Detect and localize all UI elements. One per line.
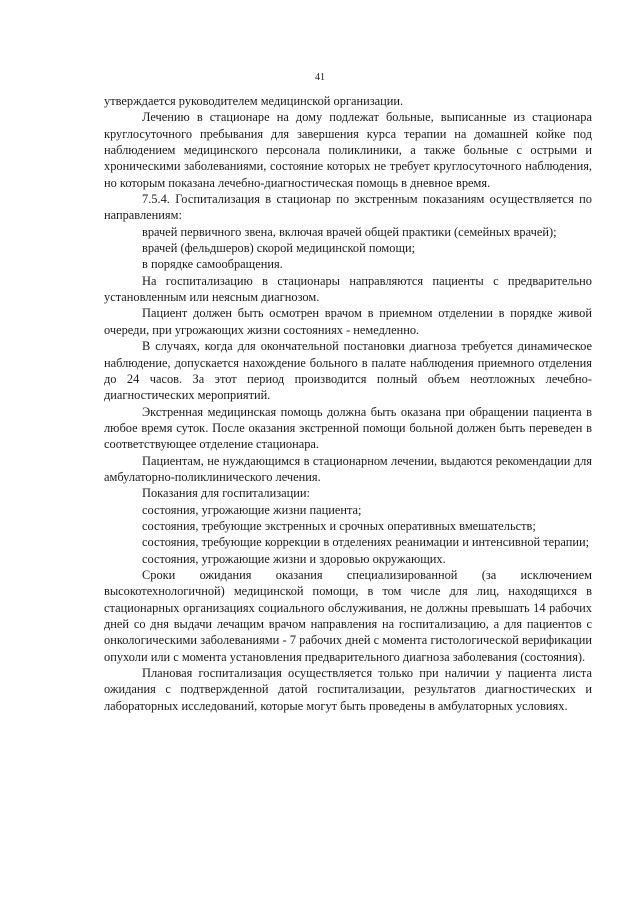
paragraph: Сроки ожидания оказания специализированной (за исключением высокотехнологичной) медицинской помощи, в том числе для лиц, находящихся в стационарных организациях социального обслуживания, не должны превышать 14 рабочих дней со дня выдачи лечащим врачом направления на госпитализацию, а для пациентов с онкологическими заболеваниями - 7 рабочих дней с момента гистологической верификации опухоли или с момента установления предварительного диагноза заболевания (состояния). <box>104 567 592 664</box>
list-item: состояния, угрожающие жизни и здоровью окружающих. <box>142 551 446 566</box>
paragraph: Пациентам, не нуждающимся в стационарном лечении, выдаются рекомендации для амбулаторно-поликлинического лечения. <box>104 453 592 484</box>
list-item: врачей (фельдшеров) скорой медицинской помощи; <box>142 241 416 256</box>
paragraph: На госпитализацию в стационары направляются пациенты с предварительно установленным или неясным диагнозом. <box>104 273 592 305</box>
paragraph: Лечению в стационаре на дому подлежат больные, выписанные из стационара круглосуточного пребывания для завершения курса терапии на домашней койке под наблюдением медицинского персонала поликлиники, а также больные с острыми и хроническими заболеваниями, состояние которых не требует круглосуточного наблюдения, но которым показана лечебно-диагностическая помощь в дневное время. <box>104 110 592 190</box>
page-number: 41 <box>315 72 325 83</box>
paragraph: утверждается руководителем медицинской организации. <box>104 94 404 108</box>
paragraph: В случаях, когда для окончательной постановки диагноза требуется динамическое наблюдение, допускается нахождение больного в палате наблюдения приемного отделения до 24 часов. За этот период производится полный объем неотложных лечебно-диагностических мероприятий. <box>104 339 592 403</box>
paragraph: Плановая госпитализация осуществляется только при наличии у пациента листа ожидания с подтвержденной датой госпитализации, результатов диагностических и лабораторных исследований, которые могут быть проведены в амбулаторных условиях. <box>104 666 592 713</box>
paragraph: 7.5.4. Госпитализация в стационар по экстренным показаниям осуществляется по направлениям: <box>104 192 592 223</box>
paragraph: Показания для госпитализации: <box>142 486 310 501</box>
document-body <box>104 93 592 714</box>
paragraph: Пациент должен быть осмотрен врачом в приемном отделении в порядке живой очереди, при угрожающих жизни состояниях - немедленно. <box>104 306 592 337</box>
paragraph: Экстренная медицинская помощь должна быть оказана при обращении пациента в любое время суток. После оказания экстренной помощи больной должен быть переведен в соответствующее отделение стационара. <box>104 404 592 452</box>
list-item: состояния, требующие коррекции в отделениях реанимации и интенсивной терапии; <box>142 535 590 550</box>
list-item: состояния, угрожающие жизни пациента; <box>142 502 362 517</box>
list-item: врачей первичного звена, включая врачей общей практики (семейных врачей); <box>142 224 557 239</box>
list-item: в порядке самообращения. <box>142 257 283 272</box>
list-item: состояния, требующие экстренных и срочных оперативных вмешательств; <box>142 518 536 533</box>
